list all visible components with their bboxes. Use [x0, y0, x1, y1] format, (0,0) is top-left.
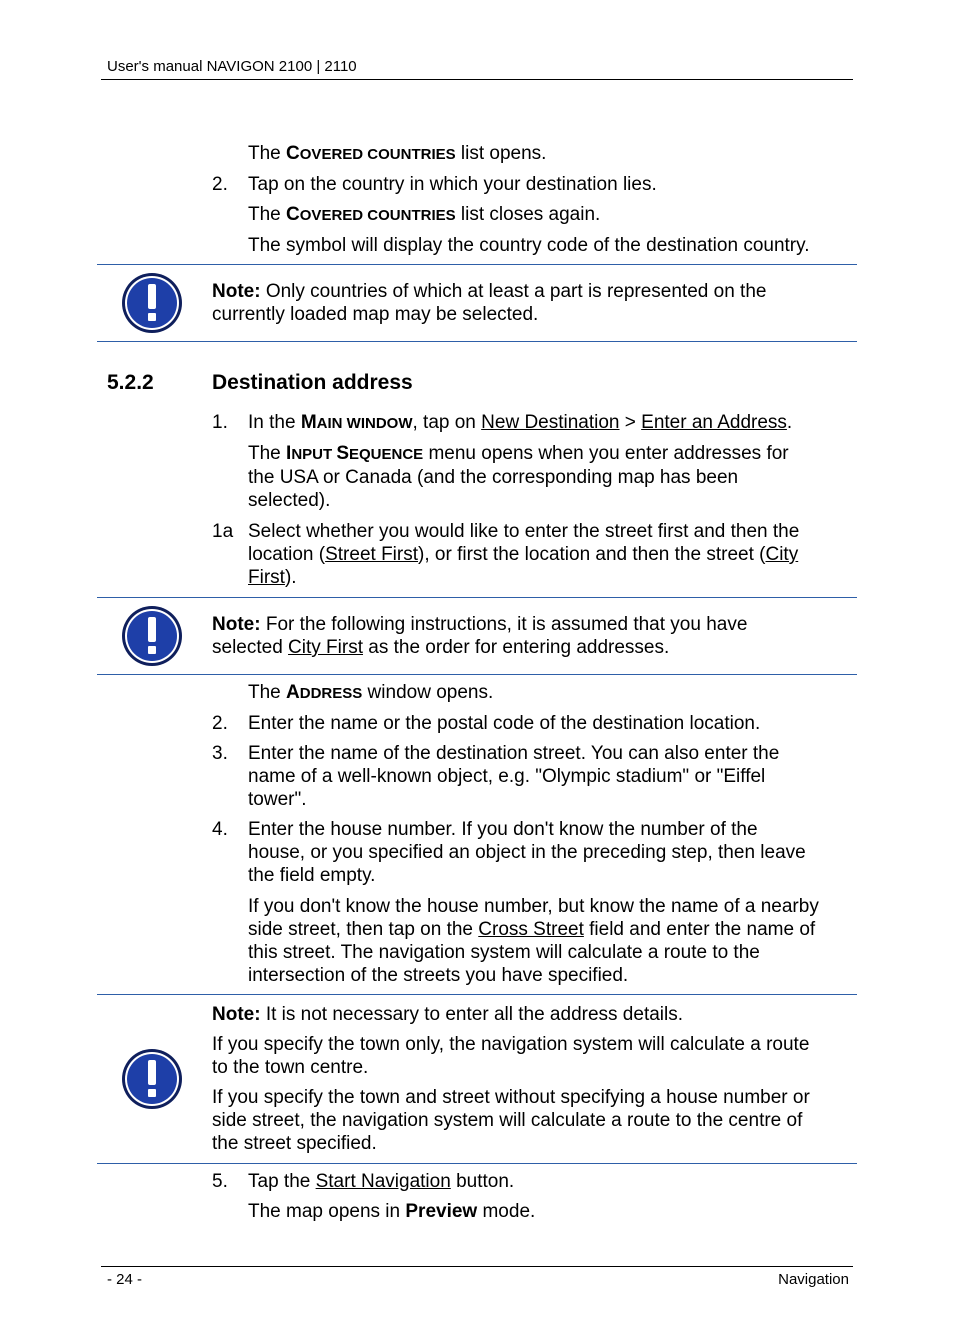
note-label: Note: — [212, 1004, 261, 1025]
step-text: Tap on the country in which your destination lies. — [248, 174, 657, 195]
new-destination-link[interactable]: New Destination — [481, 412, 620, 433]
street-first-link[interactable]: Street First — [325, 544, 419, 565]
paragraph-list-opens — [248, 142, 858, 166]
note-label: Note: — [212, 614, 261, 635]
city-first-link[interactable]: First — [248, 567, 285, 588]
city-first-link[interactable]: City — [765, 544, 799, 565]
paragraph-address-opens: The ADDRESS window opens. — [248, 682, 494, 703]
exclamation-icon — [121, 272, 183, 334]
enter-address-link[interactable]: Enter an Address — [641, 412, 787, 433]
step-number: 2. — [212, 174, 228, 195]
start-navigation-link[interactable]: Start Navigation — [315, 1171, 451, 1192]
step-text: In the MAIN WINDOW, tap on New Destination > Enter an Address. — [248, 412, 793, 433]
paragraph-list-closes: The COVERED COUNTRIES list closes again. — [248, 204, 601, 225]
exclamation-icon — [121, 1048, 183, 1110]
step-text: Select whether you would like to enter the street first and then the location (Street First), or first the location and then the street (City First). — [248, 521, 800, 588]
step-number: 1a — [212, 521, 234, 542]
ui-term: ADDRESS — [286, 682, 363, 703]
note-divider-top — [97, 994, 857, 995]
note-text: Note: For the following instructions, it is assumed that you have selected City First as the order for entering addresses. — [212, 614, 748, 658]
running-header: User's manual NAVIGON 2100 | 2110 — [107, 58, 357, 75]
note-divider-bottom — [97, 674, 857, 675]
note-divider-bottom — [97, 341, 857, 342]
step-text: Enter the name of the destination street. You can also enter the name of a well-known object, e.g. "Olympic stadium" or "Eiffel tower". — [248, 743, 780, 810]
step-number: 3. — [212, 743, 228, 764]
footer-divider — [101, 1266, 853, 1267]
paragraph-input-sequence: The INPUT SEQUENCE menu opens when you enter addresses for the USA or Canada (and the corresponding map has been selected). — [248, 443, 789, 511]
note-divider-top — [97, 264, 857, 265]
ui-term: INPUT SEQUENCE — [286, 443, 424, 464]
step-number: 2. — [212, 713, 228, 734]
note-label: Note: — [212, 281, 261, 302]
note-divider-bottom — [97, 1163, 857, 1164]
ui-term: MAIN WINDOW — [300, 412, 413, 433]
exclamation-icon — [121, 605, 183, 667]
page-number: - 24 - — [107, 1271, 143, 1288]
note-text: Note: It is not necessary to enter all the address details. — [212, 1004, 684, 1025]
section-title: Destination address — [212, 371, 413, 394]
step-number: 1. — [212, 412, 228, 433]
paragraph-cross-street: If you don't know the house number, but know the name of a nearby side street, then tap on the Cross Street field and enter the name of this street. The navigation system will calculate a route to the intersection of the streets you have specified. — [248, 896, 819, 986]
step-number: 5. — [212, 1171, 228, 1192]
ui-term: COVERED COUNTRIES — [286, 204, 456, 225]
step-text: Enter the house number. If you don't know the number of the house, or you specified an object in the preceding step, then leave the field empty. — [248, 819, 806, 886]
note-divider-top — [97, 597, 857, 598]
step-number: 4. — [212, 819, 228, 840]
note-text: Note: Only countries of which at least a part is represented on the currently loaded map may be selected. — [212, 281, 767, 325]
text: list opens. — [455, 143, 547, 164]
note-text: If you specify the town and street without specifying a house number or side street, the navigation system will calculate a route to the centre of the street specified. — [212, 1087, 810, 1154]
step-text: Tap the Start Navigation button. — [248, 1171, 515, 1192]
paragraph-preview: The map opens in Preview mode. — [248, 1201, 536, 1222]
paragraph-symbol: The symbol will display the country code of the destination country. — [248, 235, 810, 256]
cross-street-link[interactable]: Cross Street — [478, 919, 584, 940]
section-number: 5.2.2 — [107, 371, 154, 394]
text: The — [248, 143, 287, 164]
header-divider — [101, 79, 853, 80]
footer-section: Navigation — [778, 1271, 849, 1288]
ui-term: COVERED COUNTRIES — [286, 143, 456, 164]
city-first-link[interactable]: City First — [288, 637, 363, 658]
step-text: Enter the name or the postal code of the destination location. — [248, 713, 761, 734]
note-text: If you specify the town only, the navigation system will calculate a route to the town centre. — [212, 1034, 810, 1078]
